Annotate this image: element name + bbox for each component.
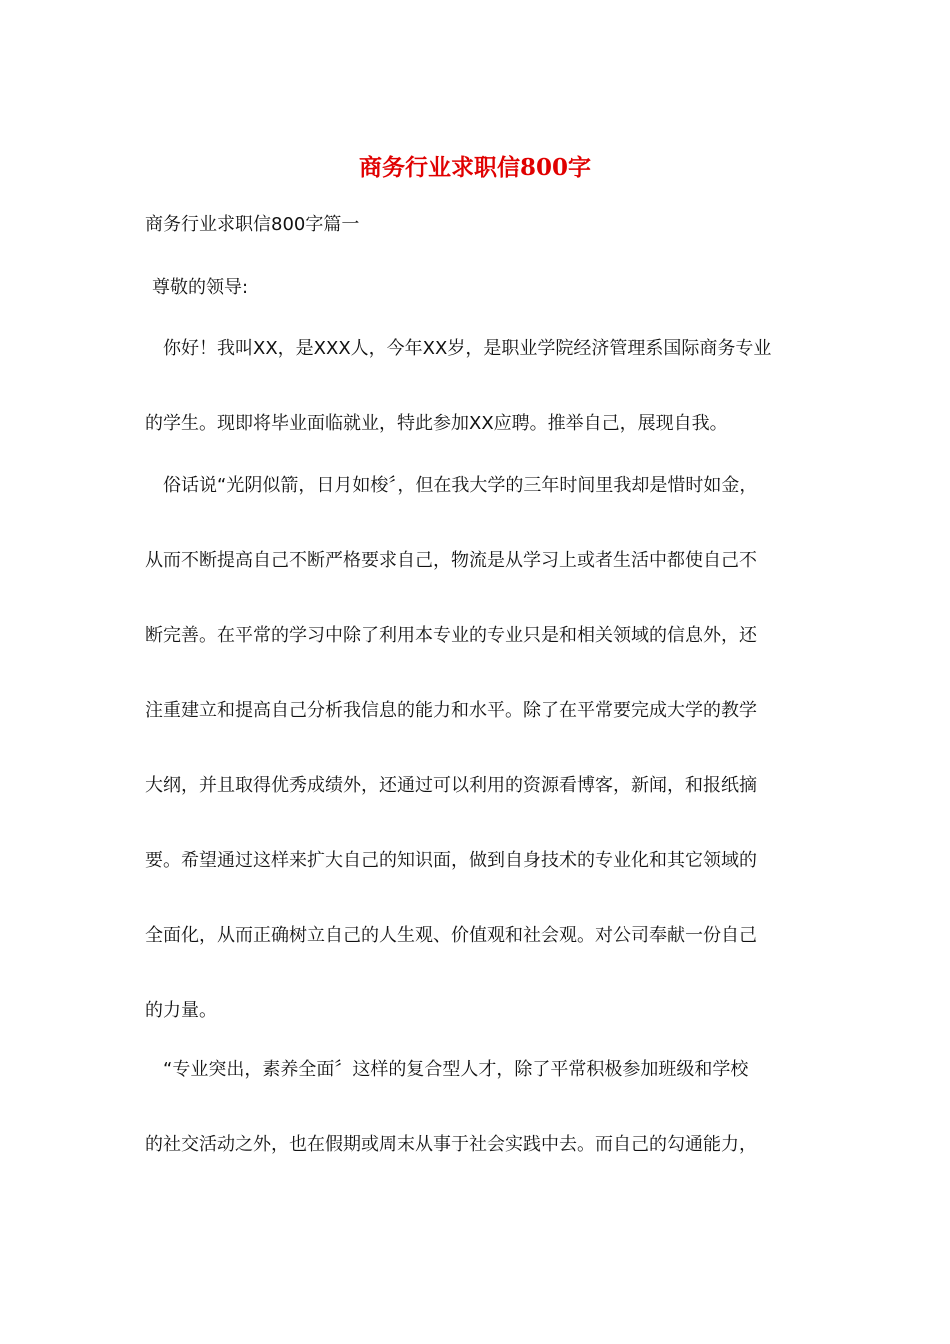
paragraph-greeting: [145, 336, 771, 437]
paragraph-line: 断完善。在平常的学习中除了利用本专业的专业只是和相关领域的信息外，还: [145, 625, 757, 646]
paragraph-activities: [145, 1057, 757, 1158]
paragraph-line: “专业突出，素养全面〞这样的复合型人才，除了平常积极参加班级和学校: [145, 1059, 749, 1080]
section-heading: 商务行业求职信800字篇一: [145, 214, 360, 235]
paragraph-line: 的社交活动之外，也在假期或周末从事于社会实践中去。而自己的勾通能力，: [145, 1134, 757, 1155]
paragraph-line: 的力量。: [145, 1000, 217, 1021]
paragraph-line: 大纲，并且取得优秀成绩外，还通过可以利用的资源看博客，新闻，和报纸摘: [145, 775, 757, 796]
paragraph-line: 你好！我叫XX，是XXX人，今年XX岁，是职业学院经济管理系国际商务专业: [145, 338, 772, 359]
paragraph-line: 要。希望通过这样来扩大自己的知识面，做到自身技术的专业化和其它领域的: [145, 850, 757, 871]
paragraph-line: 全面化，从而正确树立自己的人生观、价值观和社会观。对公司奉献一份自己: [145, 925, 757, 946]
paragraph-line: 的学生。现即将毕业面临就业，特此参加XX应聘。推举自己，展现自我。: [145, 413, 728, 434]
paragraph-line: 注重建立和提高自己分析我信息的能力和水平。除了在平常要完成大学的教学: [145, 700, 757, 721]
paragraph-study: [145, 473, 757, 1024]
paragraph-line: 俗话说“光阴似箭，日月如梭〞，但在我大学的三年时间里我却是惜时如金，: [145, 475, 758, 496]
document-title: 商务行业求职信800字: [358, 154, 591, 181]
salutation: 尊敬的领导:: [152, 277, 249, 298]
paragraph-line: 从而不断提高自己不断严格要求自己，物流是从学习上或者生活中都使自己不: [145, 550, 757, 571]
